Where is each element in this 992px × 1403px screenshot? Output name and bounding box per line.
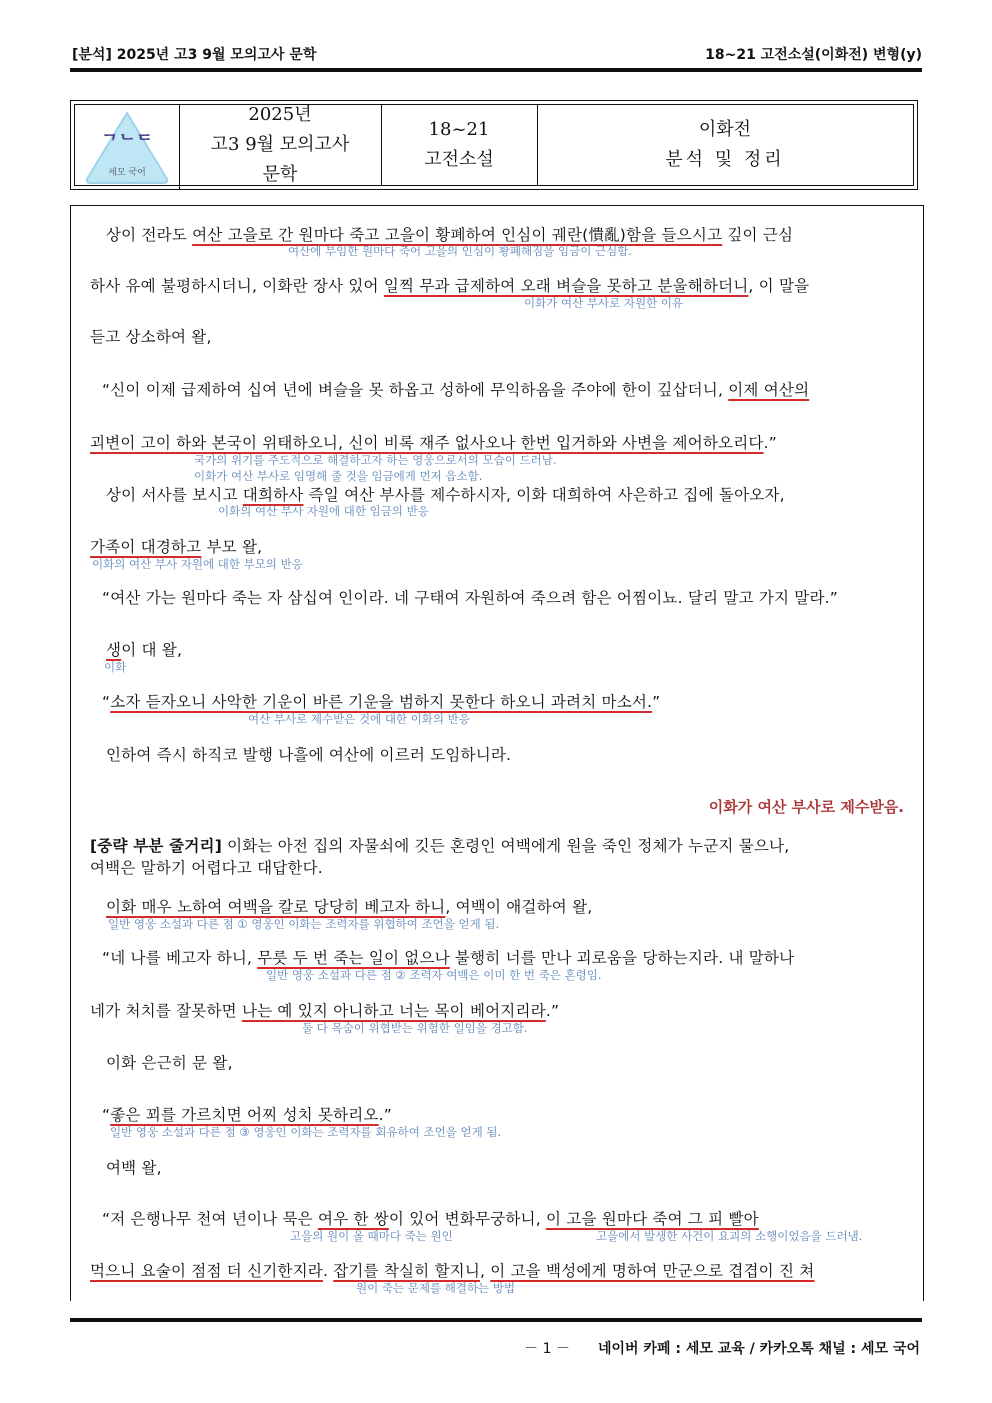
text: 상이 전라도 xyxy=(106,226,193,244)
annotation: 여산에 부임한 원마다 죽어 고을의 인심이 황폐해짐을 임금이 근심함. xyxy=(288,244,632,258)
text: , xyxy=(480,1262,491,1280)
passage-line-18: 여백 왈, xyxy=(106,1159,162,1177)
text: . xyxy=(322,1262,334,1280)
annotation: 이화가 여산 부사로 임명해 줄 것을 임금에게 먼저 읍소함. xyxy=(194,469,483,483)
page-number: － 1 － xyxy=(524,1341,570,1357)
underlined-text: 이 고을 백성에게 명하여 만군으로 겹겹이 진 쳐 xyxy=(490,1262,815,1280)
annotation: 원이 죽는 문제를 해결하는 방법 xyxy=(356,1281,516,1295)
passage-line-5 xyxy=(90,431,777,453)
text: 즉일 여산 부사를 제수하시자, 이화 대희하여 사은하고 집에 돌아오자, xyxy=(303,486,785,504)
text: .” xyxy=(545,1002,560,1020)
mid-summary-line-2: 여백은 말하기 어렵다고 대답한다. xyxy=(90,859,323,877)
underlined-text: 나는 예 있지 아니하고 너는 목이 베어지리라 xyxy=(241,1002,546,1020)
underlined-text: 무릇 두 번 죽는 일이 없으나 xyxy=(257,949,450,967)
annotation: 여산 부사로 제수받은 것에 대한 이화의 반응 xyxy=(248,712,470,726)
title-year: 2025년 xyxy=(248,104,312,125)
top-rule xyxy=(70,68,922,72)
passage-line-20 xyxy=(90,1259,814,1281)
underlined-text: 잡기를 착실히 할지니 xyxy=(333,1262,481,1280)
underlined-text: 대희하사 xyxy=(242,486,304,504)
underlined-text: 여산 고을로 간 원마다 죽고 고을이 황폐하여 인심이 궤란(憒亂)함을 들으시고 xyxy=(192,226,723,244)
underlined-text: 가족이 대경하고 xyxy=(90,538,202,556)
mid-summary-line-1 xyxy=(90,834,789,856)
text: “ xyxy=(102,1106,111,1124)
annotation: 둘 다 목숨이 위협받는 위험한 일임을 경고함. xyxy=(302,1021,528,1035)
passage-line-17 xyxy=(102,1103,392,1125)
underlined-text: 괴변이 고이 하와 본국이 위태하오니, 신이 비록 재주 없사오나 한번 입거하와 사변을 제어하오리다 xyxy=(90,434,764,452)
underlined-text: 먹으니 요술이 점점 더 신기한지라 xyxy=(90,1262,323,1280)
underlined-text: 여우 한 쌍 xyxy=(317,1210,389,1228)
underlined-text: 소자 듣자오니 사악한 기운이 바른 기운을 범하지 못한다 하오니 과려치 마소서. xyxy=(110,693,653,711)
title-exam: 고3 9월 모의고사 xyxy=(210,134,350,155)
title-genre: 고전소설 xyxy=(424,149,494,170)
text: “네 나를 베고자 하니, xyxy=(102,949,258,967)
annotation: 일반 영웅 소설과 다른 점 ③ 영웅인 이화는 조력자를 회유하여 조언을 얻게 됨. xyxy=(110,1125,502,1139)
underlined-text: 일찍 무과 급제하여 오래 벼슬을 못하고 분울해하더니 xyxy=(383,277,749,295)
logo-icon xyxy=(75,105,179,189)
annotation: 일반 영웅 소설과 다른 점 ② 조력자 여백은 이미 한 번 죽은 혼령임. xyxy=(266,968,602,982)
text: 이화는 아전 집의 자물쇠에 깃든 혼령인 여백에게 원을 죽인 정체가 누군지 물으나, xyxy=(221,837,790,855)
annotation: 일반 영웅 소설과 다른 점 ① 영웅인 이화는 조력자를 위협하여 조언을 얻게 됨. xyxy=(108,917,500,931)
header-left: [분석] 2025년 고3 9월 모의고사 문학 xyxy=(72,47,317,63)
title-subject: 문학 xyxy=(262,164,298,185)
summary-label: [중략 부분 줄거리] xyxy=(90,837,222,855)
title-work: 이화전 xyxy=(698,119,752,140)
footer-text: 네이버 카페 : 세모 교육 / 카카오톡 채널 : 세모 국어 xyxy=(597,1341,920,1357)
passage-line-10 xyxy=(102,690,660,712)
underlined-text: 이제 여산의 xyxy=(728,381,810,399)
title-range: 18~21 xyxy=(428,119,490,140)
section-summary: 이화가 여산 부사로 제수받음. xyxy=(708,798,904,816)
title-range-cell xyxy=(381,105,538,185)
text: .” xyxy=(378,1106,392,1124)
header-right: 18~21 고전소설(이화전) 변형(y) xyxy=(705,47,922,63)
underlined-text: 이화 매우 노하여 여백을 칼로 당당히 베고자 하니 xyxy=(106,898,446,916)
passage-line-19 xyxy=(102,1207,759,1229)
passage-line-16: 이화 은근히 문 왈, xyxy=(106,1054,233,1072)
text: .” xyxy=(763,434,777,452)
text: , 이 말을 xyxy=(748,277,810,295)
underlined-text: 좋은 꾀를 가르치면 어찌 성치 못하리오 xyxy=(110,1106,379,1124)
title-table xyxy=(70,100,918,190)
text: , 여백이 애걸하여 왈, xyxy=(445,898,593,916)
svg-text:세모 국어: 세모 국어 xyxy=(108,168,146,178)
logo xyxy=(75,105,180,189)
passage-line-9 xyxy=(106,638,182,660)
underlined-text: 생 xyxy=(106,641,122,659)
passage-line-13 xyxy=(106,895,592,917)
title-exam-cell xyxy=(179,105,382,185)
text: 하사 유예 불평하시더니, 이화란 장사 있어 xyxy=(90,277,384,295)
passage-line-4 xyxy=(102,378,809,400)
passage-line-14 xyxy=(102,946,794,968)
title-desc: 분석 및 정리 xyxy=(665,149,785,170)
annotation: 이화 xyxy=(104,660,127,674)
annotation: 고을에서 발생한 사건이 요괴의 소행이었음을 드러냄. xyxy=(596,1229,863,1243)
text: 이 대 왈, xyxy=(121,641,183,659)
text: 깊이 근심 xyxy=(722,226,794,244)
text: “저 은행나무 천여 년이나 묵은 xyxy=(102,1210,318,1228)
text: 상이 서사를 보시고 xyxy=(106,486,243,504)
annotation: 이화의 여산 부사 자원에 대한 부모의 반응 xyxy=(92,557,303,571)
annotation: 이화의 여산 부사 자원에 대한 임금의 반응 xyxy=(218,504,429,518)
passage-line-15 xyxy=(90,999,559,1021)
text: ” xyxy=(652,693,661,711)
passage-line-1 xyxy=(106,223,793,245)
svg-text:ᄀᄂᄃ: ᄀᄂᄃ xyxy=(100,133,154,154)
passage-line-2 xyxy=(90,274,809,296)
text: 이 있어 변화무궁하니, xyxy=(388,1210,546,1228)
passage-line-7 xyxy=(90,535,262,557)
annotation: 고을의 원이 올 때마다 죽는 원인 xyxy=(290,1229,453,1243)
underlined-text: 이 고을 원마다 죽여 그 피 빨아 xyxy=(545,1210,759,1228)
passage-line-3: 듣고 상소하여 왈, xyxy=(90,328,212,346)
footer xyxy=(524,1338,920,1358)
passage-line-6 xyxy=(106,483,785,505)
passage-line-11: 인하여 즉시 하직코 발행 나흘에 여산에 이르러 도임하니라. xyxy=(106,746,512,764)
text: 네가 처치를 잘못하면 xyxy=(90,1002,242,1020)
text: 부모 왈, xyxy=(201,538,263,556)
text: “ xyxy=(102,693,111,711)
passage-line-8: “여산 가는 원마다 죽는 자 삼십여 인이라. 네 구태여 자원하여 죽으려 함은 어찜이뇨. 달리 말고 가지 말라.” xyxy=(102,589,838,607)
text: 불행히 너를 만나 괴로움을 당하는지라. 내 말하나 xyxy=(449,949,795,967)
annotation: 국가의 위기를 주도적으로 해결하고자 하는 영웅으로서의 모습이 드러남. xyxy=(194,453,557,467)
annotation: 이화가 여산 부사로 자원한 이유 xyxy=(524,296,684,310)
text: “신이 이제 급제하여 십여 년에 벼슬을 못 하옵고 성하에 무익하옴을 주야에 한이 깊삽더니, xyxy=(102,381,729,399)
title-work-cell xyxy=(537,105,913,185)
bottom-rule xyxy=(70,1318,922,1322)
